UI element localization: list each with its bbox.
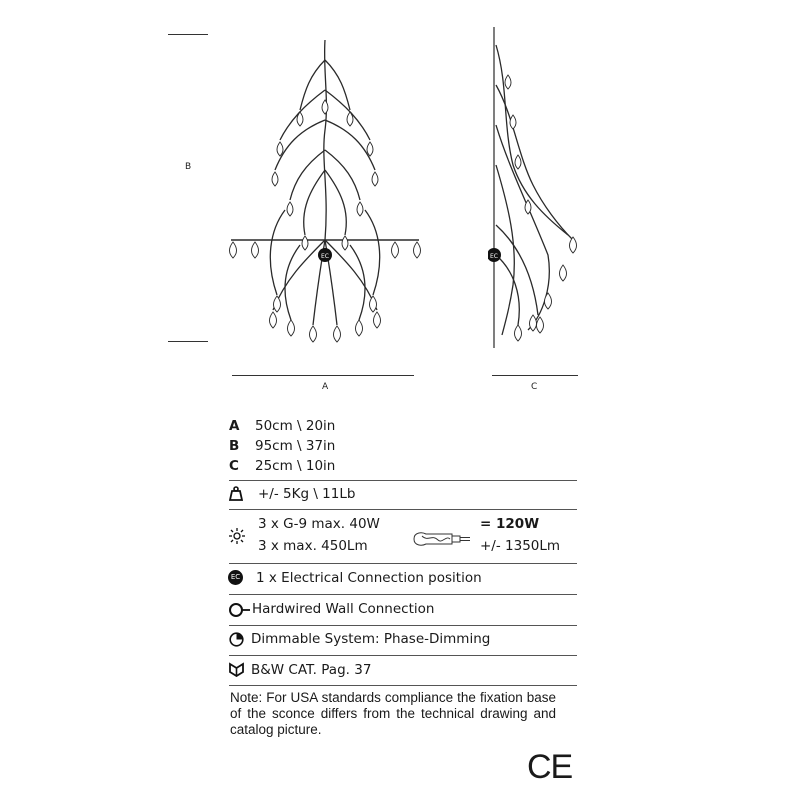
divider (229, 480, 577, 481)
dimension-row-a (229, 418, 577, 435)
divider (229, 509, 577, 510)
usa-compliance-note: Note: For USA standards compliance the fixation base of the sconce differs from the technical drawing and catalog picture. (230, 690, 556, 737)
dimension-letter: A (229, 418, 240, 434)
side-view-drawing (488, 25, 588, 350)
ce-mark: CE (527, 748, 573, 786)
dimension-letter: C (229, 458, 239, 474)
divider (229, 685, 577, 686)
catalog-text: B&W CAT. Pag. 37 (251, 662, 372, 678)
dimmer-icon (229, 632, 244, 647)
ec-marker-front: EC (321, 253, 329, 260)
weight-row: +/- 5Kg \ 11Lb (258, 486, 356, 502)
wall-connection-icon (228, 602, 252, 618)
g9-bulb-icon (412, 530, 472, 548)
divider (229, 655, 577, 656)
sun-icon (229, 528, 245, 544)
lumen-spec: 3 x max. 450Lm (258, 538, 368, 554)
total-watt: = 120W (480, 516, 540, 532)
electrical-connection-text: 1 x Electrical Connection position (256, 570, 482, 586)
ec-icon: EC (228, 570, 243, 585)
catalog-icon (229, 662, 244, 677)
hardwired-text: Hardwired Wall Connection (252, 601, 435, 617)
dimension-a-label: A (322, 382, 329, 392)
dimension-value: 50cm \ 20in (255, 418, 336, 434)
divider (229, 625, 577, 626)
dimension-row-c (229, 458, 577, 475)
front-view-drawing (225, 30, 425, 350)
dimension-row-b (229, 438, 577, 455)
bulb-spec: 3 x G-9 max. 40W (258, 516, 380, 532)
dimension-b-bottom-line (168, 341, 208, 342)
weight-icon (229, 486, 243, 501)
total-lumen: +/- 1350Lm (480, 538, 561, 554)
dimension-a-line (232, 375, 414, 376)
divider (229, 563, 577, 564)
ec-marker-side: EC (490, 253, 498, 260)
dimension-value: 25cm \ 10in (255, 458, 336, 474)
dimension-c-line (492, 375, 578, 376)
divider (229, 594, 577, 595)
dimension-letter: B (229, 438, 240, 454)
dimension-b-label: B (185, 162, 192, 172)
dimension-value: 95cm \ 37in (255, 438, 336, 454)
dimension-b-top-line (168, 34, 208, 35)
dimension-c-label: C (531, 382, 538, 392)
dimmable-text: Dimmable System: Phase-Dimming (251, 631, 491, 647)
